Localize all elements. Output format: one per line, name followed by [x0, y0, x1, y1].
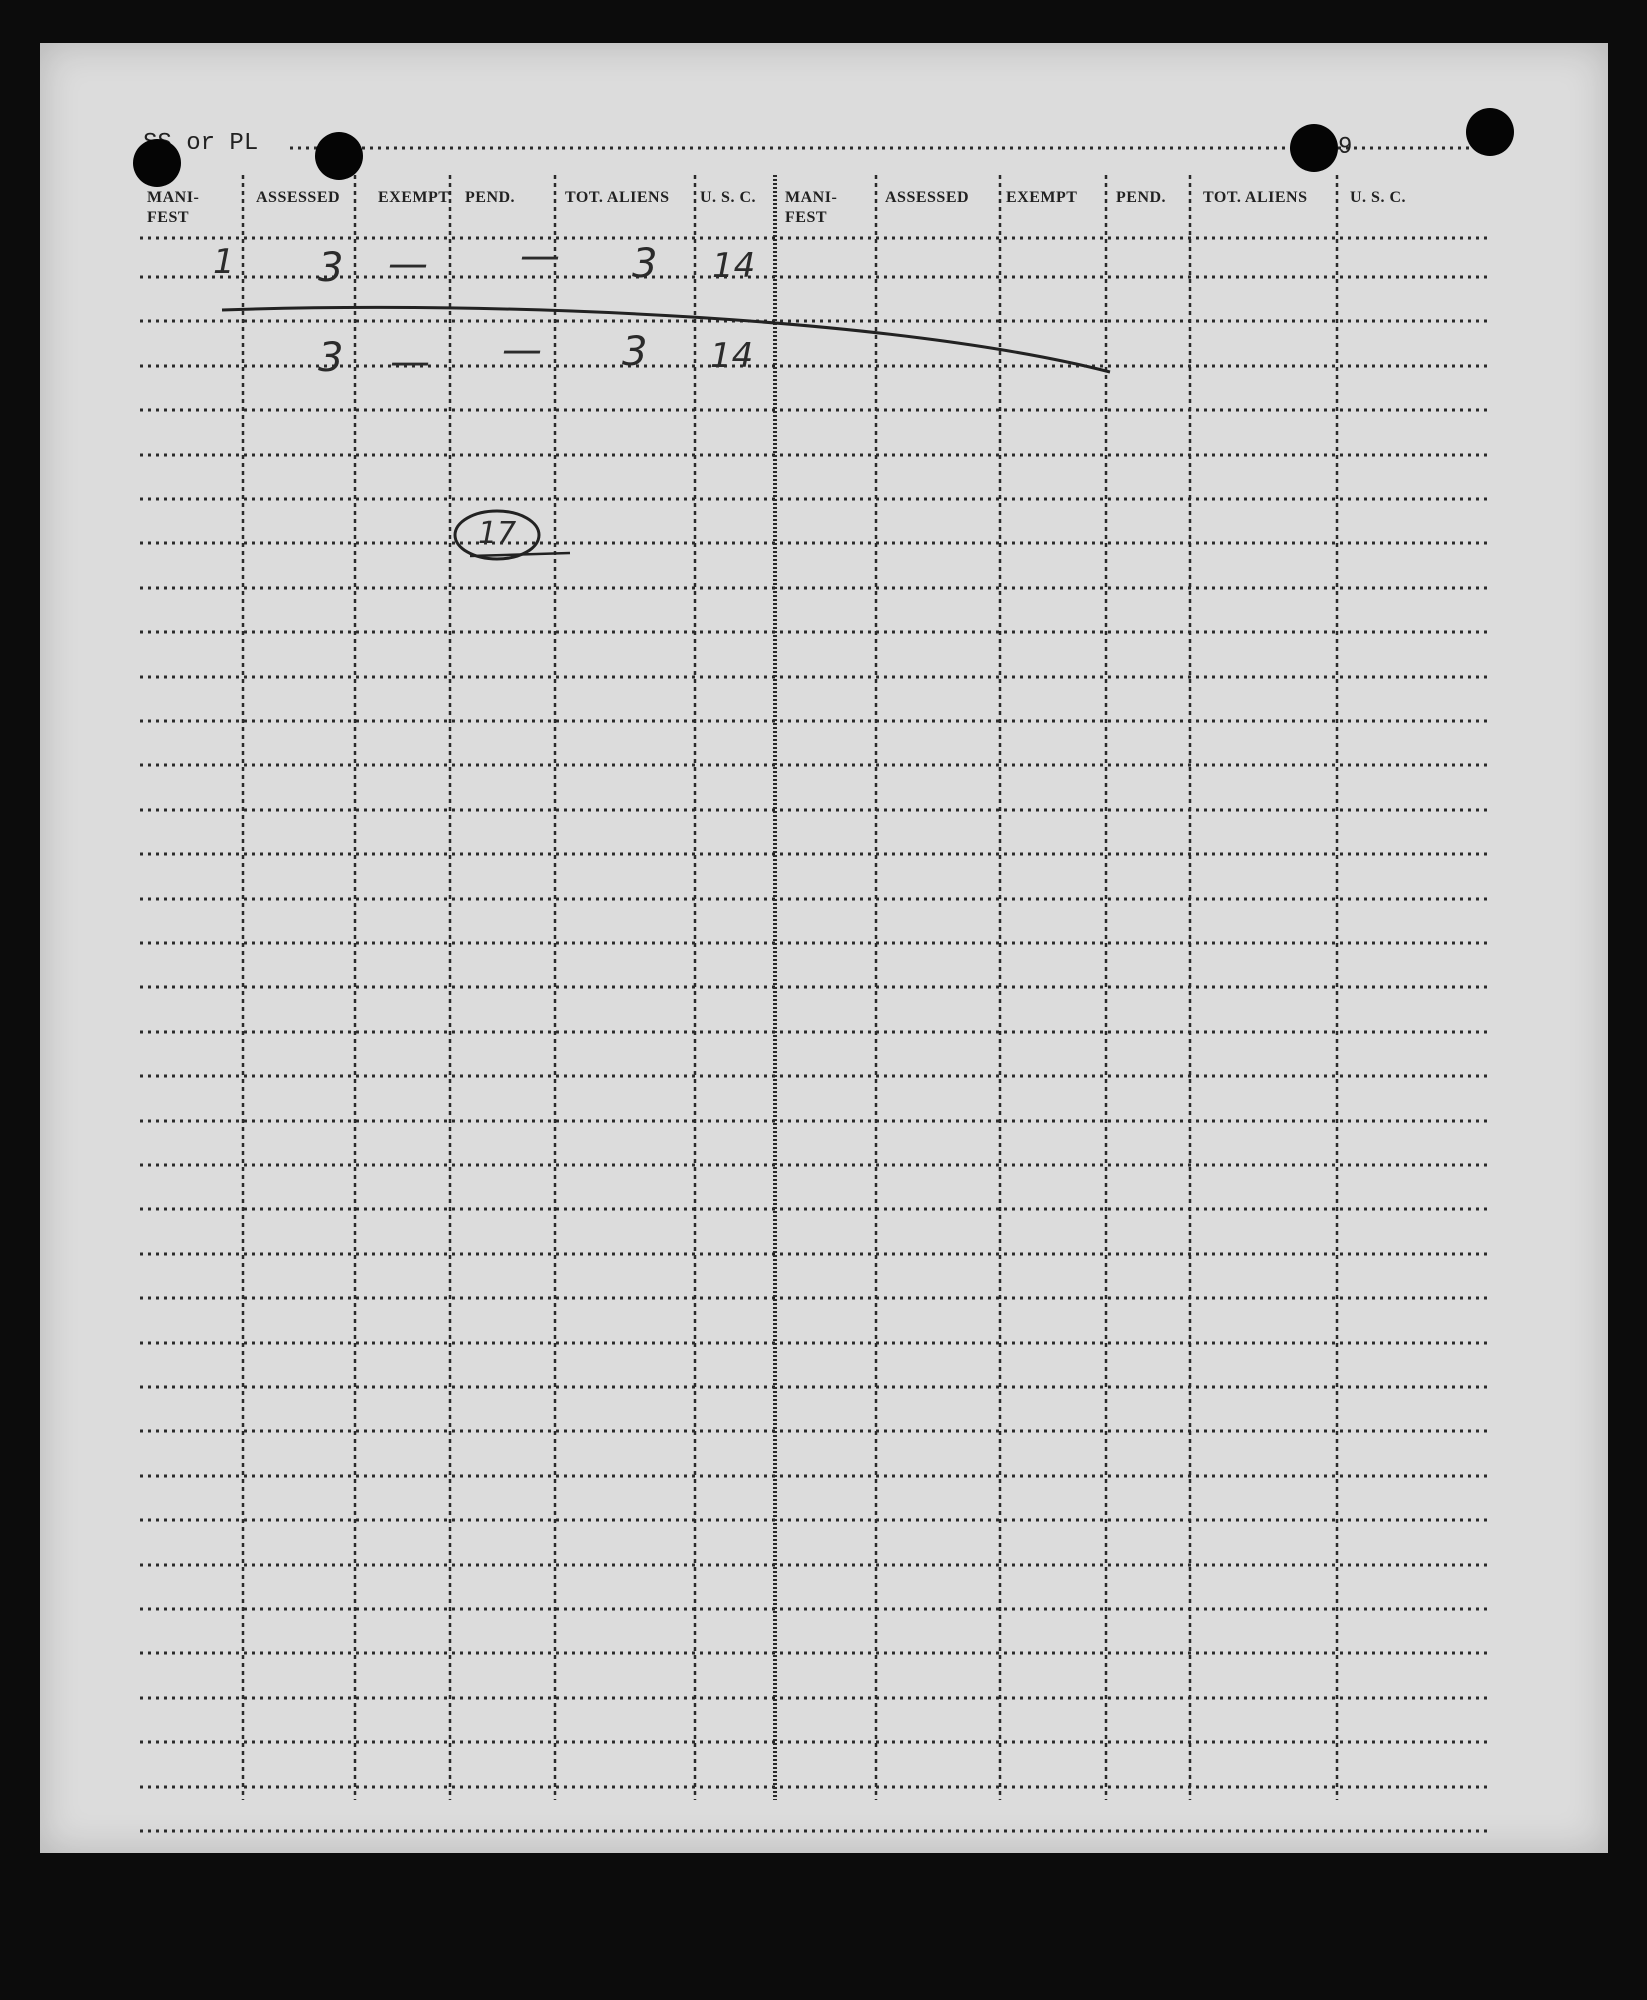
header-right-pend: PEND. — [1116, 189, 1167, 206]
header-left-manifest: MANI- FEST — [147, 189, 200, 226]
header-left-pend: PEND. — [465, 189, 516, 206]
entry-row1-pend: — — [520, 233, 560, 279]
entry-total-exempt: — — [390, 339, 430, 385]
entry-row1-exempt: — — [388, 241, 428, 287]
page-number-fragment: 9 — [1338, 134, 1353, 161]
header-right-manifest: MANI- FEST — [785, 189, 838, 226]
entry-row1-tot-aliens: 3 — [632, 241, 658, 287]
header-left-exempt: EXEMPT — [378, 189, 450, 206]
header-right-tot-aliens: TOT. ALIENS — [1203, 189, 1308, 206]
punch-hole-title — [315, 132, 363, 180]
entry-total-tot-aliens: 3 — [622, 329, 648, 375]
header-right-assessed: ASSESSED — [885, 189, 970, 206]
punch-hole-right — [1290, 124, 1338, 172]
entry-row1-manifest: 1 — [213, 242, 235, 282]
header-left-usc: U. S. C. — [700, 189, 757, 206]
entry-total-usc: 14 — [710, 336, 754, 376]
punch-hole-far-right — [1466, 108, 1514, 156]
entry-total-assessed: 3 — [318, 335, 344, 381]
dotted-row-lines — [140, 148, 1492, 1831]
entry-total-pend: — — [502, 327, 542, 373]
punch-hole-left — [133, 139, 181, 187]
title-text: or PL — [186, 130, 259, 157]
header-right-exempt: EXEMPT — [1006, 189, 1078, 206]
header-left-tot-aliens: TOT. ALIENS — [565, 189, 670, 206]
entry-row1-usc: 14 — [712, 246, 756, 286]
header-right-usc: U. S. C. — [1350, 189, 1407, 206]
entry-row1-assessed: 3 — [318, 245, 344, 291]
header-left-assessed: ASSESSED — [256, 189, 341, 206]
circled-note-value: 17 — [478, 516, 517, 551]
